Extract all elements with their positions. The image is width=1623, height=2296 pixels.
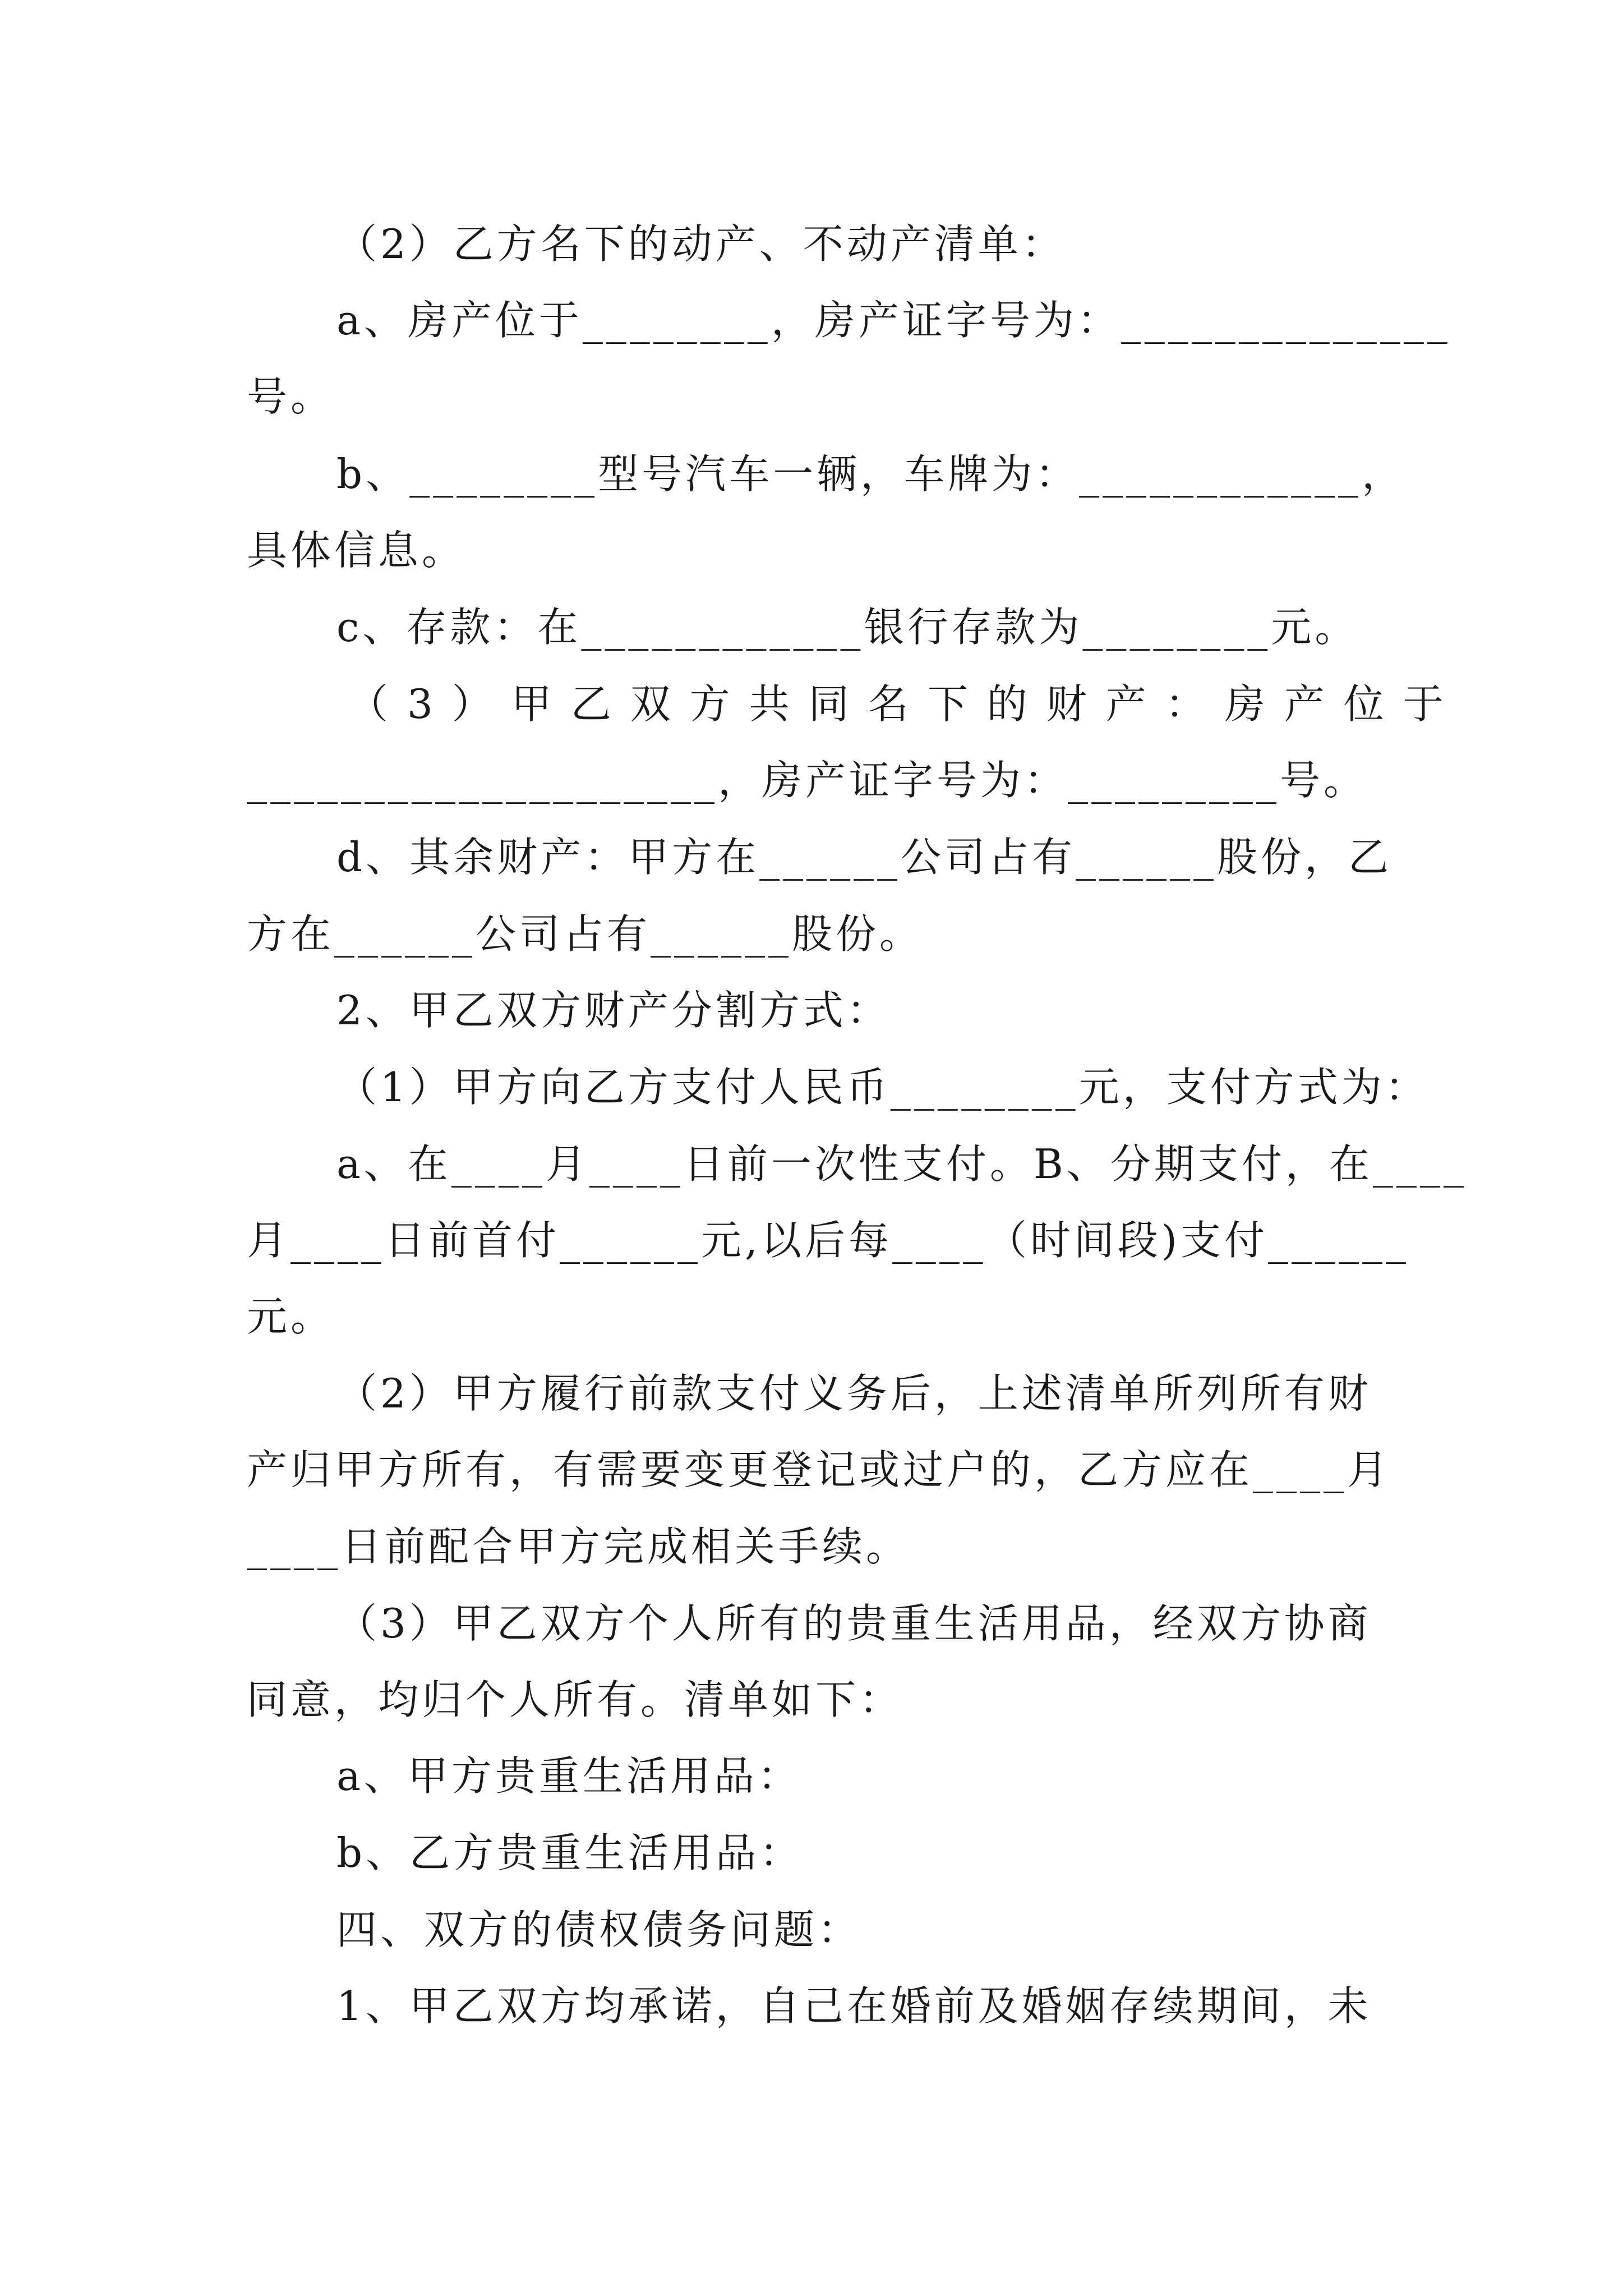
paragraph-line: a、房产位于________，房产证字号为：______________ (336, 297, 1451, 344)
paragraph-line: （2）甲方履行前款支付义务后，上述清单所列所有财 (336, 1370, 1372, 1417)
paragraph-line: a、在____月____日前一次性支付。B、分期支付，在____ (336, 1140, 1467, 1188)
paragraph-line: 元。 (247, 1293, 335, 1340)
paragraph-line: 产归甲方所有，有需要变更登记或过户的，乙方应在____月 (247, 1446, 1391, 1493)
paragraph-line: （3）甲乙双方共同名下的财产：房产位于 (348, 680, 1463, 728)
section-heading: 四、双方的债权债务问题： (336, 1906, 862, 1953)
paragraph-line: ____日前配合甲方完成相关手续。 (247, 1523, 910, 1570)
paragraph-line: （3）甲乙双方个人所有的贵重生活用品，经双方协商 (336, 1600, 1372, 1647)
paragraph-line: （1）甲方向乙方支付人民币________元，支付方式为： (336, 1064, 1429, 1111)
paragraph-line: c、存款：在____________银行存款为________元。 (336, 604, 1359, 651)
paragraph-line: 月____日前首付______元,以后每____（时间段)支付______ (247, 1217, 1409, 1264)
paragraph-line: 同意，均归个人所有。清单如下： (247, 1676, 903, 1723)
paragraph-line: b、________型号汽车一辆，车牌为：____________， (336, 450, 1406, 498)
paragraph-line: ____________________，房产证字号为：_________号。 (247, 757, 1368, 804)
paragraph-line: 2、甲乙双方财产分割方式： (336, 987, 891, 1034)
paragraph-line: 号。 (247, 373, 335, 420)
paragraph-line: a、甲方贵重生活用品： (336, 1752, 801, 1800)
paragraph-line: d、其余财产：甲方在______公司占有______股份，乙 (336, 834, 1393, 881)
paragraph-line: 具体信息。 (247, 527, 466, 574)
paragraph-line: （2）乙方名下的动产、不动产清单： (336, 220, 1066, 268)
paragraph-line: 1、甲乙双方均承诺，自己在婚前及婚姻存续期间，未 (336, 1982, 1372, 2030)
paragraph-line: b、乙方贵重生活用品： (336, 1829, 804, 1876)
paragraph-line: 方在______公司占有______股份。 (247, 910, 924, 958)
